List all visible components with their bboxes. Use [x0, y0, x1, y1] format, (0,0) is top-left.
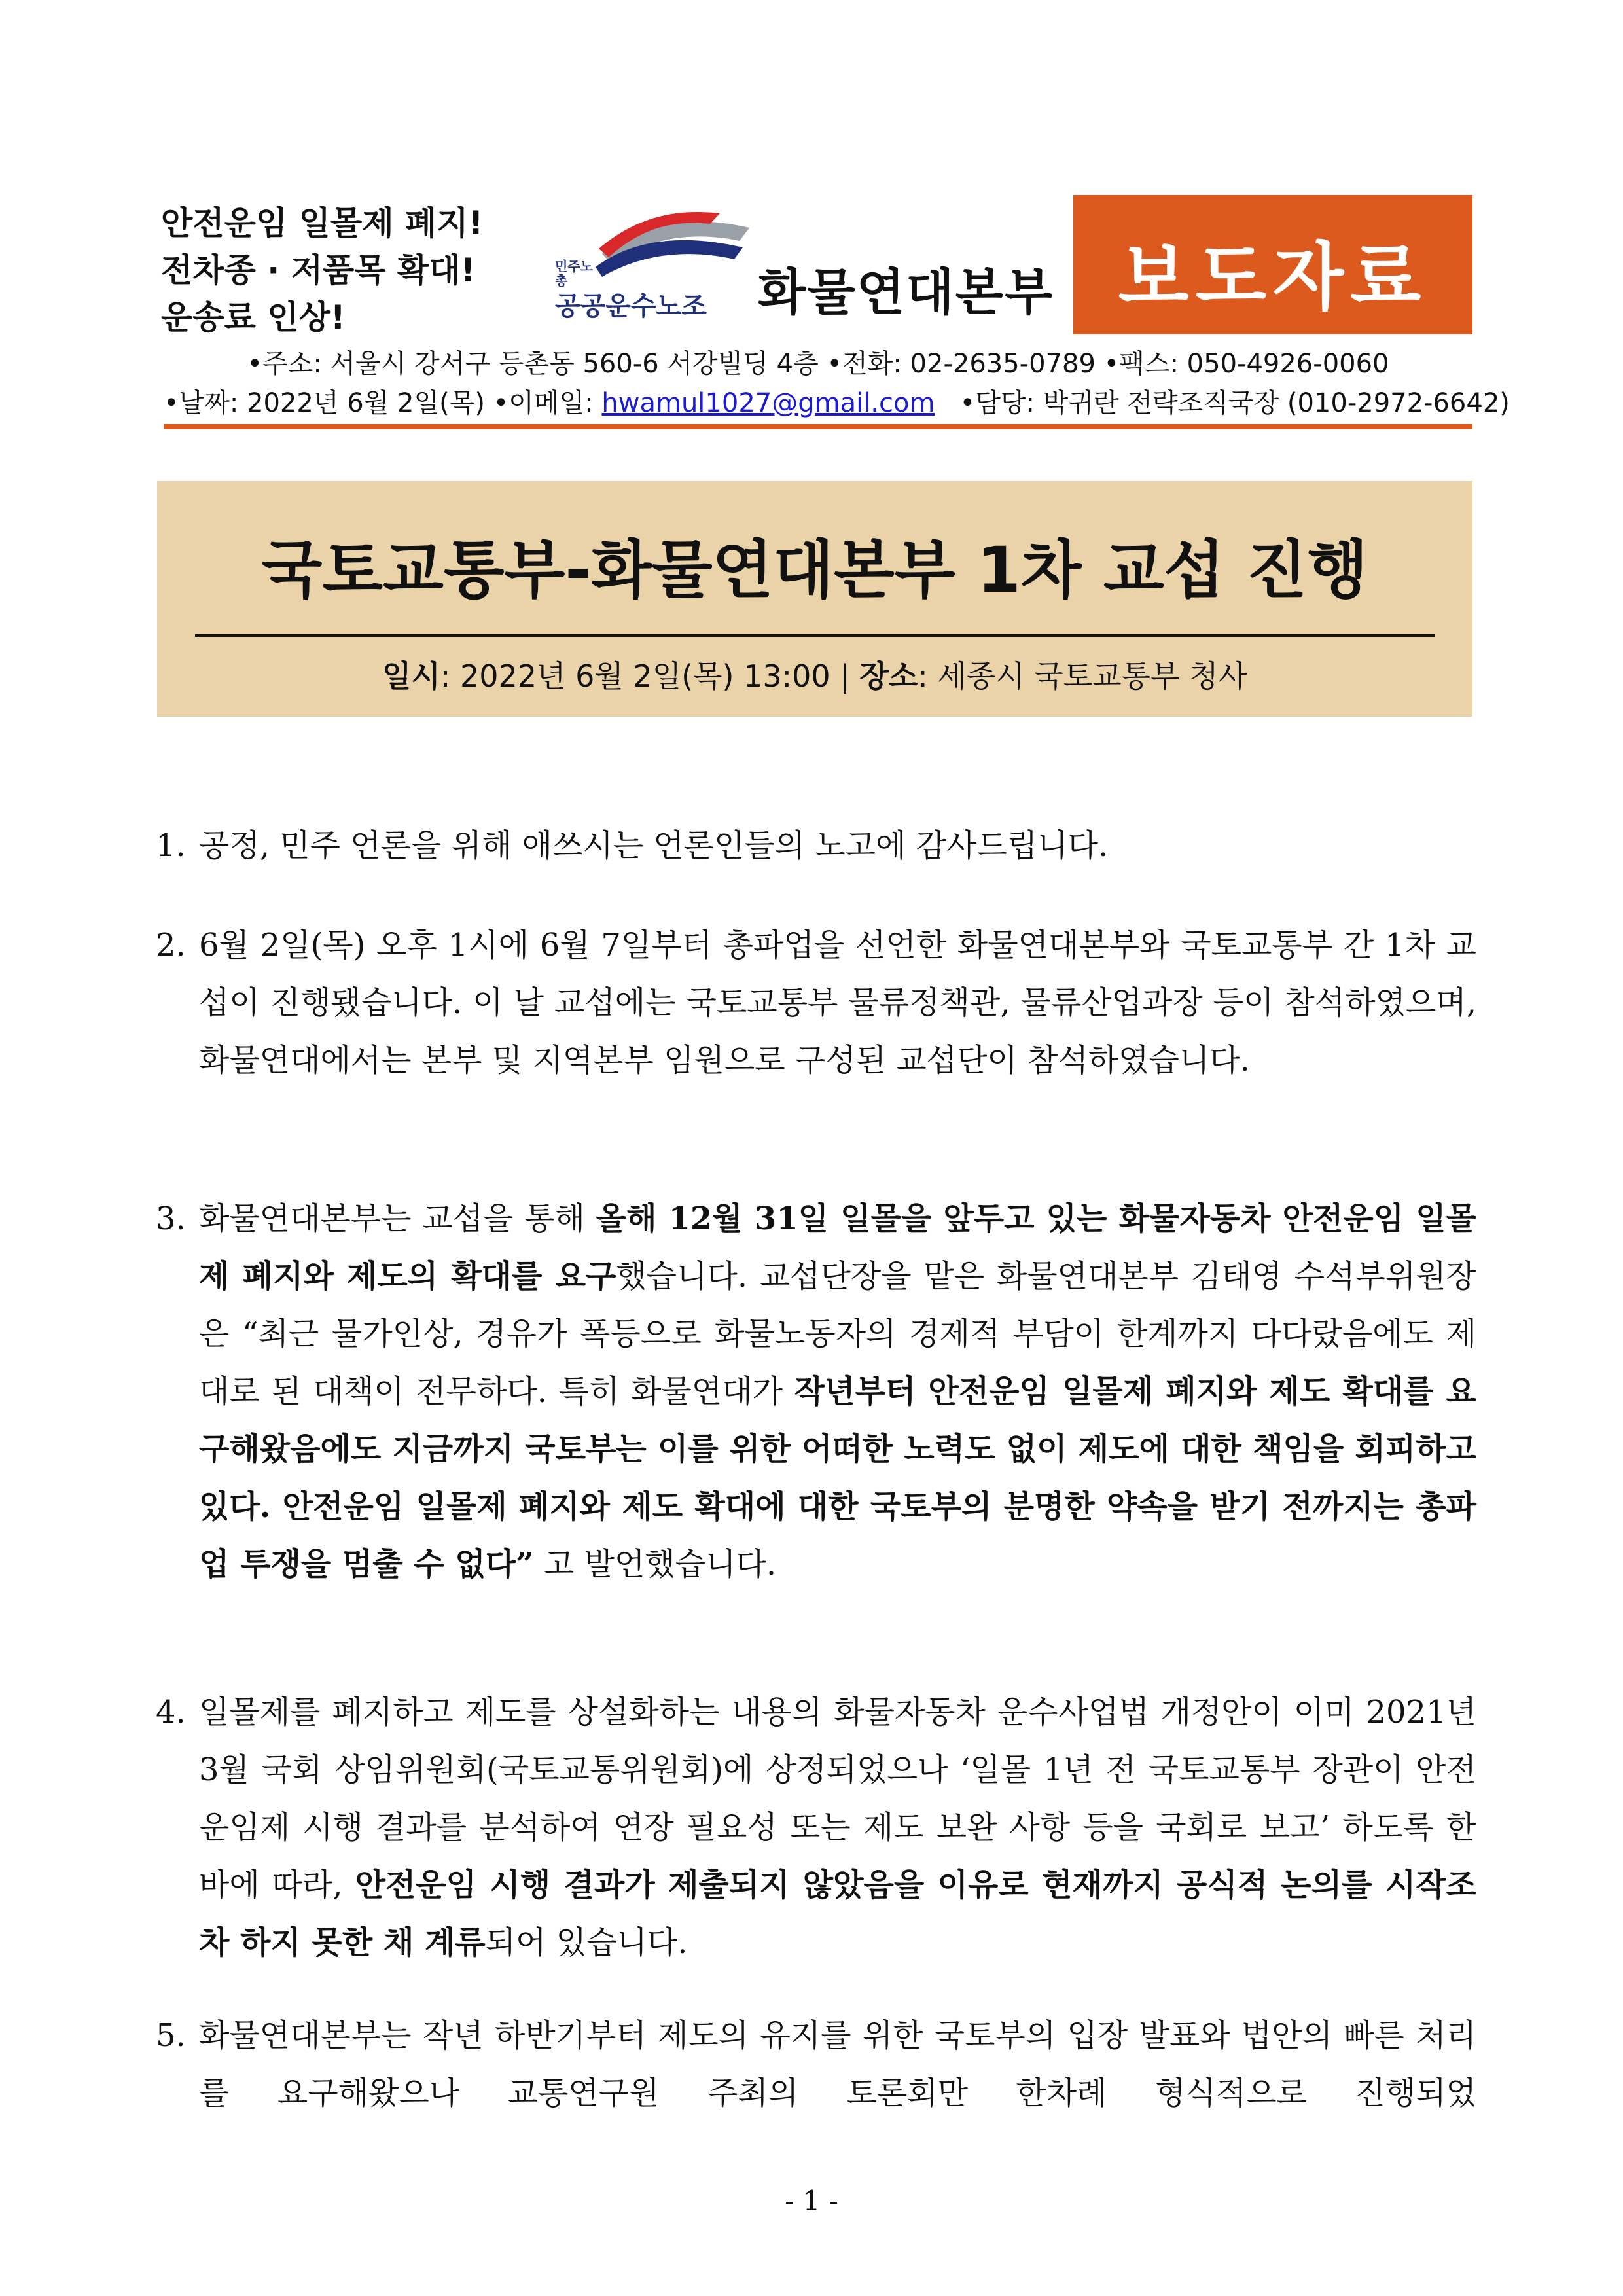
- paragraph-text: [199, 817, 1476, 874]
- press-release-badge: [1073, 195, 1472, 334]
- release-date: •날짜: 2022년 6월 2일(목): [164, 388, 485, 418]
- paragraph-3: [156, 1190, 1476, 1593]
- paragraph-1: [156, 817, 1476, 874]
- slogan-line-1: 안전운임 일몰제 폐지!: [161, 204, 484, 242]
- place-value: : 세종시 국토교통부 청사: [918, 658, 1247, 694]
- paragraph-2: [156, 916, 1476, 1089]
- contact-line-1: •주소: 서울시 강서구 등촌동 560-6 서강빌딩 4층 •전화: 02-2635-0789 •팩스: 050-4926-0060: [247, 349, 1389, 379]
- paragraph-text-run: 6월 2일(목) 오후 1시에 6월 7일부터 총파업을 선언한 화물연대본부와 국토교통부 간 1차 교섭이 진행됐습니다. 이 날 교섭에는 국토교통부 물류정책관, 물류산업과장 등이 참석하였으며, 화물연대에서는 본부 및 지역본부 임원으로 구성된 교섭단이 참석하였습니다.: [199, 927, 1476, 1079]
- paragraph-bold-run: 올해 12월 31일 일몰을 앞두고 있는 화물자동차 안전운임 일몰제 폐지와 제도의 확대를 요구: [199, 1200, 1476, 1295]
- email-link[interactable]: hwamul1027@gmail.com: [601, 388, 935, 418]
- paragraph-text-run: 공정, 민주 언론을 위해 애쓰시는 언론인들의 노고에 감사드립니다.: [199, 827, 1109, 864]
- paragraph-text-run: 되어 있습니다.: [485, 1924, 688, 1961]
- paragraph-text-run: 일몰제를 폐지하고 제도를 상설화하는 내용의 화물자동차 운수사업법 개정안이 이미 2021년 3월 국회 상임위원회(국토교통위원회)에 상정되었으나 ‘일몰 1년 전 국토교통부 장관이 안전운임제 시행 결과를 분석하여 연장 필요성 또는 제도 보완 사항 등을 국회로 보고’ 하도록 한 바에 따라,: [199, 1694, 1476, 1903]
- paragraph-bold-run: 작년부터 안전운임 일몰제 폐지와 제도 확대를 요구해왔음에도 지금까지 국토부는 이를 위한 어떠한 노력도 없이 제도에 대한 책임을 회피하고 있다. 안전운임 일몰제 폐지와 제도 확대에 대한 국토부의 분명한 약속을 받기 전까지는 총파업 투쟁을 멈출 수 없다”: [199, 1373, 1476, 1583]
- slogan-line-2: 전차종 · 저품목 확대!: [161, 251, 476, 289]
- place-label: 장소: [859, 658, 918, 694]
- paragraph-number: 4.: [156, 1694, 186, 1731]
- paragraph-text-run: 화물연대본부는 교섭을 통해: [199, 1200, 596, 1237]
- paragraph-5: [156, 2007, 1476, 2122]
- contact-line-2: [164, 382, 1510, 420]
- union-name: 공공운수노조: [555, 291, 707, 321]
- paragraph-number: 5.: [156, 2017, 186, 2054]
- kctu-label: 민주노총: [555, 259, 593, 289]
- paragraph-number: 1.: [156, 827, 186, 864]
- paragraph-4: [156, 1683, 1476, 1971]
- union-logo: [550, 208, 1067, 332]
- header-divider: [164, 424, 1472, 429]
- paragraph-number: 3.: [156, 1200, 186, 1237]
- paragraph-text: [199, 916, 1476, 1089]
- paragraph-text: [199, 1683, 1476, 1971]
- date-value: : 2022년 6월 2일(목) 13:00 |: [440, 658, 860, 694]
- paragraph-number: 2.: [156, 927, 186, 963]
- title-divider: [195, 634, 1435, 637]
- page-number: - 1 -: [785, 2185, 838, 2217]
- paragraph-text-run: 고 발언했습니다.: [533, 1546, 777, 1583]
- slogan-line-3: 운송료 인상!: [161, 298, 346, 336]
- contact-person: •담당: 박귀란 전략조직국장 (010-2972-6642): [959, 388, 1510, 418]
- paragraph-bold-run: 안전운임 시행 결과가 제출되지 않았음을 이유로 현재까지 공식적 논의를 시작조차 하지 못한 채 계류: [199, 1867, 1477, 1961]
- title-box: [157, 481, 1472, 717]
- date-label: 일시: [382, 658, 440, 694]
- slogan-block: [161, 200, 527, 341]
- email-label: •이메일:: [493, 388, 602, 418]
- event-details: [157, 653, 1472, 696]
- press-release-label: 보도자료: [1118, 235, 1428, 320]
- paragraph-text: [199, 1190, 1476, 1593]
- paragraph-text-run: 화물연대본부는 작년 하반기부터 제도의 유지를 위한 국토부의 입장 발표와 법안의 빠른 처리를 요구해왔으나 교통연구원 주최의 토론회만 한차례 형식적으로 진행되었: [199, 2017, 1476, 2111]
- paragraph-text: [199, 2007, 1476, 2122]
- paragraph-text-run: 했습니다. 교섭단장을 맡은 화물연대본부 김태영 수석부위원장은 “최근 물가인상, 경유가 폭등으로 화물노동자의 경제적 부담이 한계까지 다다랐음에도 제대로 된 대책이 전무하다. 특히 화물연대가: [199, 1258, 1476, 1410]
- page-title: 국토교통부-화물연대본부 1차 교섭 진행: [261, 533, 1368, 607]
- org-name: 화물연대본부: [758, 263, 1054, 321]
